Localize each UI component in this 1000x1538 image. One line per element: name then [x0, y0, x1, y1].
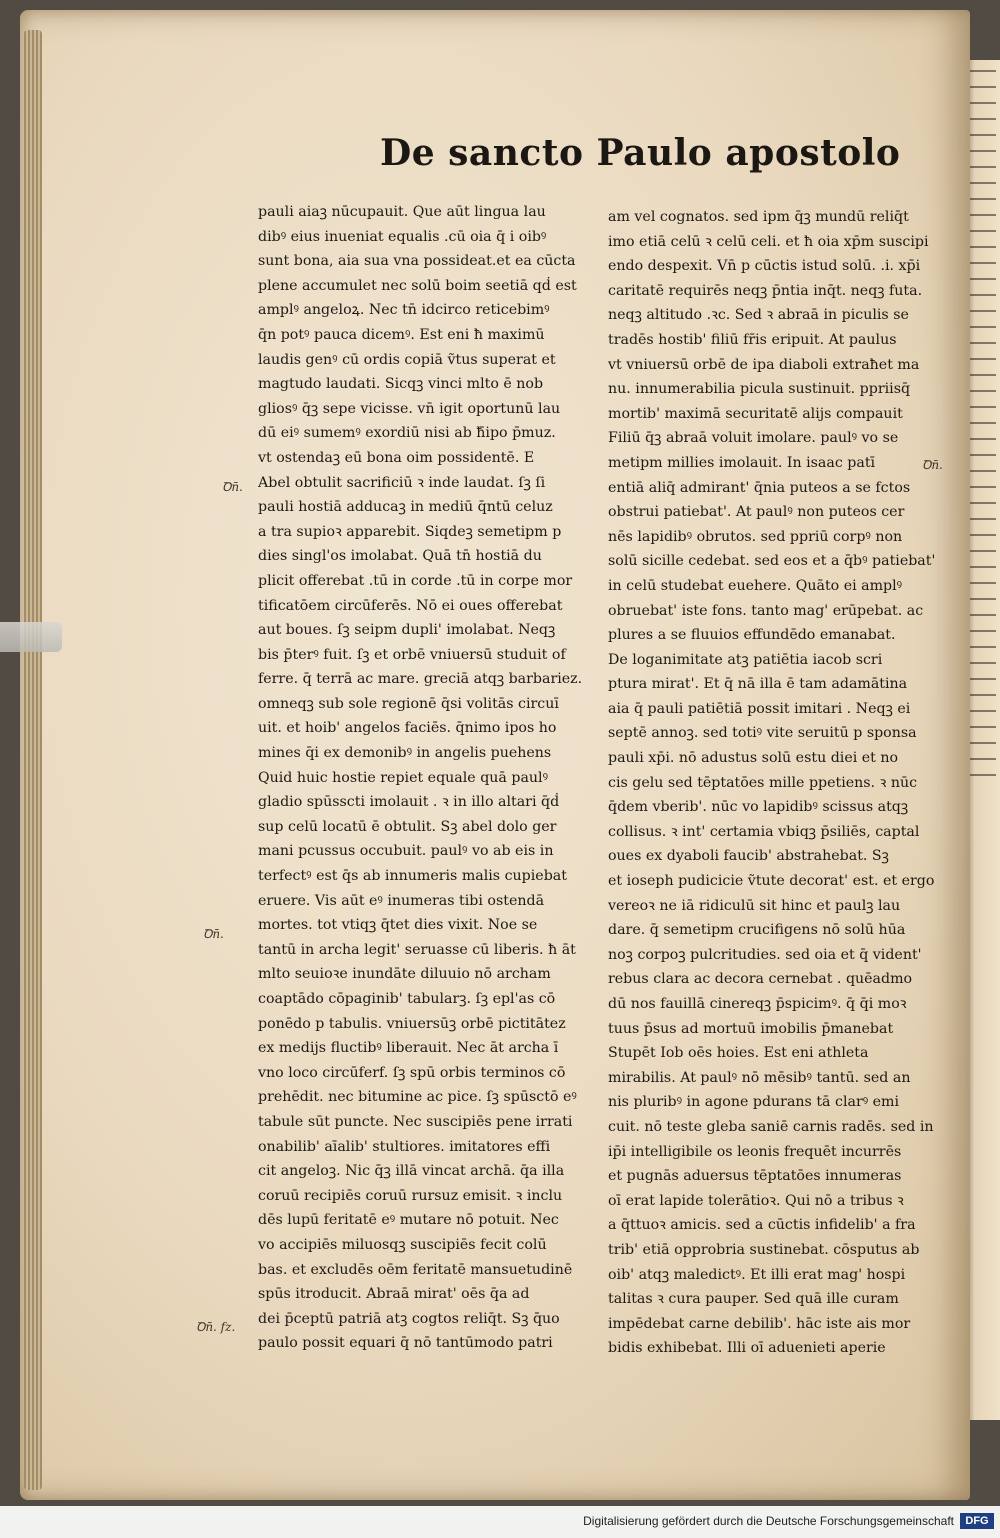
text-line: gladio spūsscti imolauit . ꝛ in illo altari q̄ḋ: [258, 794, 560, 811]
text-line: caritatē requirēs neqꝫ p̄ntia inq̄t. neqꝫ futa.: [608, 282, 923, 299]
page-gutter-edge: [24, 30, 42, 1490]
text-line: sup celū locatū ē obtulit. Sꝫ abel dolo ger: [258, 818, 557, 835]
text-line: tantū in archa legit' seruasse cū liberis. ħ āt: [258, 941, 576, 958]
text-line: vt vniuersū orbē de ipa diaboli extraħet ma: [608, 356, 920, 373]
text-line: magtudo laudati. Sicqꝫ vinci mlto ē nob: [258, 376, 544, 393]
text-line: q̄n potꝰ pauca dicemꝰ. Est eni ħ maximū: [258, 326, 545, 343]
text-line: amplꝰ angeloꝝ. Nec tn̄ idcirco reticebimꝰ: [258, 302, 550, 319]
text-line: septē annoꝫ. sed totiꝰ vite seruitū p sponsa: [608, 725, 917, 742]
text-line: oib' atqꝫ maledictꝰ. Et illi erat mag' hospi: [608, 1266, 906, 1283]
text-line: tradēs hostib' filiū fr̄is eripuit. At paulus: [608, 331, 897, 348]
text-line: dies singl'os imolabat. Quā tn̄ hostiā du: [258, 548, 542, 565]
text-line: tificatōem circūferēs. Nō ei oues offerebat: [258, 597, 563, 614]
text-line: talitas ꝛ cura pauper. Sed quā ille curam: [608, 1291, 899, 1308]
text-line: ferre. q̄ terrā ac mare. greciā atqꝫ barbariez.: [258, 671, 583, 688]
text-line: collisus. ꝛ int' certamia vbiqꝫ p̄siliēs, captal: [608, 823, 920, 840]
text-line: Filiū q̄ꝫ abraā voluit imolare. paulꝰ vo se: [608, 430, 899, 447]
text-line: obstrui patiebat'. At paulꝰ non puteos cer: [608, 504, 905, 521]
text-line: mortib' maximā securitatē alijs compauit: [608, 405, 903, 422]
margin-note-abel: Ꝺn̄.: [222, 480, 243, 494]
text-line: tabule sūt puncte. Nec suscipiēs pene irrati: [258, 1113, 573, 1130]
text-line: aia q̄ pauli patiētiā possit imitari . Neqꝫ ei: [608, 700, 911, 717]
text-line: impēdebat carne debilib'. hāc iste ais mor: [608, 1315, 911, 1332]
text-line: bis p̄terꝰ fuit. ſꝫ et orbē vniuersū studuit of: [258, 646, 566, 663]
text-line: neqꝫ altitudo .ꝛc. Sed ꝛ abraā in piculis se: [608, 307, 909, 324]
left-text-column: [258, 200, 588, 1356]
text-line: omneqꝫ sub sole regionē q̄si volitās circuī: [258, 695, 559, 712]
text-line: vo accipiēs miluosqꝫ suscipiēs fecit colū: [258, 1236, 547, 1253]
text-line: noꝫ corpoꝫ pulcritudies. sed oia et q̄ vident': [608, 946, 922, 963]
text-line: eruere. Vis aūt eꝰ inumeras tibi ostendā: [258, 892, 545, 909]
text-line: pauli hostiā adducaꝫ in mediū q̄ntū celuz: [258, 499, 553, 516]
clamp-strip: [0, 622, 62, 652]
text-line: prehēdit. nec bitumine ac pice. ſꝫ spūsctō eꝰ: [258, 1089, 577, 1106]
text-line: nēs lapidibꝰ obrutos. sed ppriū corpꝰ non: [608, 528, 903, 545]
text-line: pauli aiaꝫ nūcupauit. Que aūt lingua lau: [258, 204, 546, 220]
text-line: mani pcussus occubuit. paulꝰ vo ab eis in: [258, 843, 554, 860]
text-line: dū nos fauillā cinereqꝫ p̄spicimꝰ. q̄ q̄i moꝛ: [608, 996, 907, 1012]
text-line: bidis exhibebat. Illi oī aduenieti aperie: [608, 1340, 886, 1357]
footer-bar: [0, 1506, 1000, 1538]
text-line: cit angeloꝫ. Nic q̄ꝫ illā vincat archā. q̄a illa: [258, 1163, 565, 1180]
text-line: oī erat lapide tolerātioꝛ. Qui nō a tribus ꝛ: [608, 1192, 904, 1209]
text-line: obruebat' iste fons. tanto mag' erūpebat. ac: [608, 602, 924, 619]
text-line: mines q̄i ex demonibꝰ in angelis puehens: [258, 745, 552, 762]
text-line: spūs itroducit. Abraā mirat' oēs q̄a ad: [258, 1286, 530, 1303]
page-heading: De sancto Paulo apostolo: [380, 132, 901, 174]
text-line: ponēdo p tabulis. vniuersūꝫ orbē pictitātez: [258, 1015, 566, 1032]
text-line: rebus clara ac decora cernebat . quēadmo: [608, 971, 913, 988]
text-line: dibꝰ eius inueniat equalis .cū oia q̄ i oibꝰ: [258, 228, 547, 245]
text-line: mortes. tot vtiqꝫ q̄tet dies vixit. Noe se: [258, 917, 538, 934]
text-line: cis gelu sed tēptatōes mille ppetiens. ꝛ nūc: [608, 774, 918, 791]
text-line: Quid huic hostie repiet equale quā paulꝰ: [258, 769, 549, 786]
text-line: onabilib' aīalib' stultiores. imitatores effi: [258, 1138, 551, 1155]
right-text-column: [608, 205, 953, 1361]
text-line: solū sicille cedebat. sed eos et a q̄bꝰ patiebat': [608, 553, 936, 570]
text-line: metipm millies imolauit. In isaac patī: [608, 454, 876, 471]
text-line: et pugnās aduersus tēptatōes innumeras: [608, 1168, 902, 1185]
text-line: uit. et hoib' angelos faciēs. q̄nimo ipos ho: [258, 720, 557, 737]
text-line: aut boues. ſꝫ seipm dupli' imolabat. Neqꝫ: [258, 622, 556, 639]
text-line: De loganimitate atꝫ patiētia iacob scri: [608, 651, 883, 668]
text-line: am vel cognatos. sed ipm q̄ꝫ mundū reliq̄t: [608, 209, 909, 225]
text-line: a q̄ttuoꝛ amicis. sed a cūctis infidelib' a fra: [608, 1217, 916, 1234]
text-line: paulo possit equari q̄ nō tantūmodo patri: [258, 1335, 553, 1352]
text-line: Stupēt Iob oēs hoies. Est eni athleta: [608, 1045, 869, 1062]
text-line: dare. q̄ semetipm crucifigens nō solū hūa: [608, 922, 906, 939]
text-line: ptura mirat'. Et q̄ nā illa ē tam adamātina: [608, 676, 908, 693]
text-line: trib' etiā opprobria sustinebat. cōsputus ab: [608, 1241, 920, 1258]
text-line: gliosꝰ q̄ꝫ sepe vicisse. vn̄ igit oportunū lau: [258, 400, 561, 417]
text-line: nu. innumerabilia picula sustinuit. ppriisq̄: [608, 381, 911, 398]
text-line: endo despexit. Vn̄ p cūctis istud solū. .i. xp̄i: [608, 258, 921, 275]
text-line: tuus p̄sus ad mortuū imobilis p̄manebat: [608, 1020, 894, 1037]
text-line: vno loco circūferf. ſꝫ spū orbis terminos cō: [258, 1064, 566, 1081]
text-line: mirabilis. At paulꝰ nō mēsibꝰ tantū. sed an: [608, 1069, 911, 1086]
margin-note-abraam: Ꝺn̄. fz.: [196, 1320, 236, 1334]
text-line: Abel obtulit sacrificiū ꝛ inde laudat. ſꝫ ſi: [258, 474, 546, 491]
text-line: dū eiꝰ sumemꝰ exordiū nisi ab ħ̄ipo p̄muz.: [258, 425, 556, 442]
text-line: q̄dem vberib'. nūc vo lapidibꝰ scissus atqꝫ: [608, 799, 909, 816]
footer-credit: Digitalisierung gefördert durch die Deutsche Forschungsgemeinschaft: [583, 1514, 954, 1528]
text-line: imo etiā celū ꝛ celū celi. et ħ oia xp̄m suscipi: [608, 233, 929, 250]
text-line: nis pluribꝰ in agone pdurans tā clarꝰ emi: [608, 1094, 900, 1111]
text-line: sunt bona, aia sua vna possideat.et ea cūcta: [258, 253, 576, 270]
text-line: mlto seuioꝛe inundāte diluuio nō archam: [258, 966, 551, 983]
text-line: plicit offerebat .tū in corde .tū in corpe mor: [258, 572, 573, 589]
text-line: bas. et excludēs oēm feritatē mansuetudinē: [258, 1261, 573, 1278]
text-line: coaptādo cōpaginib' tabularꝫ. ſꝫ epl'as cō: [258, 991, 556, 1007]
text-line: plures a se fluuios effundēdo emanabat.: [608, 627, 896, 644]
text-line: ip̄i intelligibile os leonis frequēt incurrēs: [608, 1143, 902, 1160]
text-line: cuit. nō teste gleba saniē carnis radēs. sed in: [608, 1118, 934, 1135]
text-line: pauli xp̄i. nō adustus solū estu diei et no: [608, 750, 899, 767]
text-line: laudis genꝰ cū ordis copiā ṽtus superat et: [258, 351, 556, 368]
text-line: plene accumulet nec solū boim seetiā qḋ est: [258, 277, 577, 294]
text-line: dēs lupū feritatē eꝰ mutare nō potuit. Nec: [258, 1212, 559, 1229]
text-line: dei p̄ceptū patriā atꝫ cogtos reliq̄t. Sꝫ q̄uo: [258, 1310, 560, 1327]
text-line: oues ex dyaboli faucib' abstrahebat. Sꝫ: [608, 848, 889, 865]
text-line: a tra supioꝛ apparebit. Siqdeꝫ semetipm p: [258, 523, 562, 540]
text-line: vt ostendaꝫ eū bona oim possidentē. E: [258, 449, 535, 466]
text-line: coruū recipiēs coruū rursuz emisit. ꝛ inclu: [258, 1187, 563, 1204]
margin-note-noe: Ꝺn̄.: [203, 927, 224, 941]
text-line: ex medijs fluctibꝰ liberauit. Nec āt archa ī: [258, 1040, 559, 1057]
dfg-logo: DFG: [960, 1513, 994, 1529]
text-line: in celū studebat euehere. Quāto ei amplꝰ: [608, 577, 903, 594]
text-line: entiā aliq̄ admirant' q̄nia puteos a se fctos: [608, 479, 911, 496]
margin-note-isaac: Ꝺn̄.: [922, 458, 943, 472]
text-line: terfectꝰ est q̄s ab innumeris malis cupiebat: [258, 868, 567, 885]
text-line: et ioseph pudicicie ṽtute decorat' est. et ergo: [608, 873, 935, 890]
text-line: vereoꝛ ne iā ridiculū sit hinc et paulꝫ lau: [608, 897, 901, 914]
